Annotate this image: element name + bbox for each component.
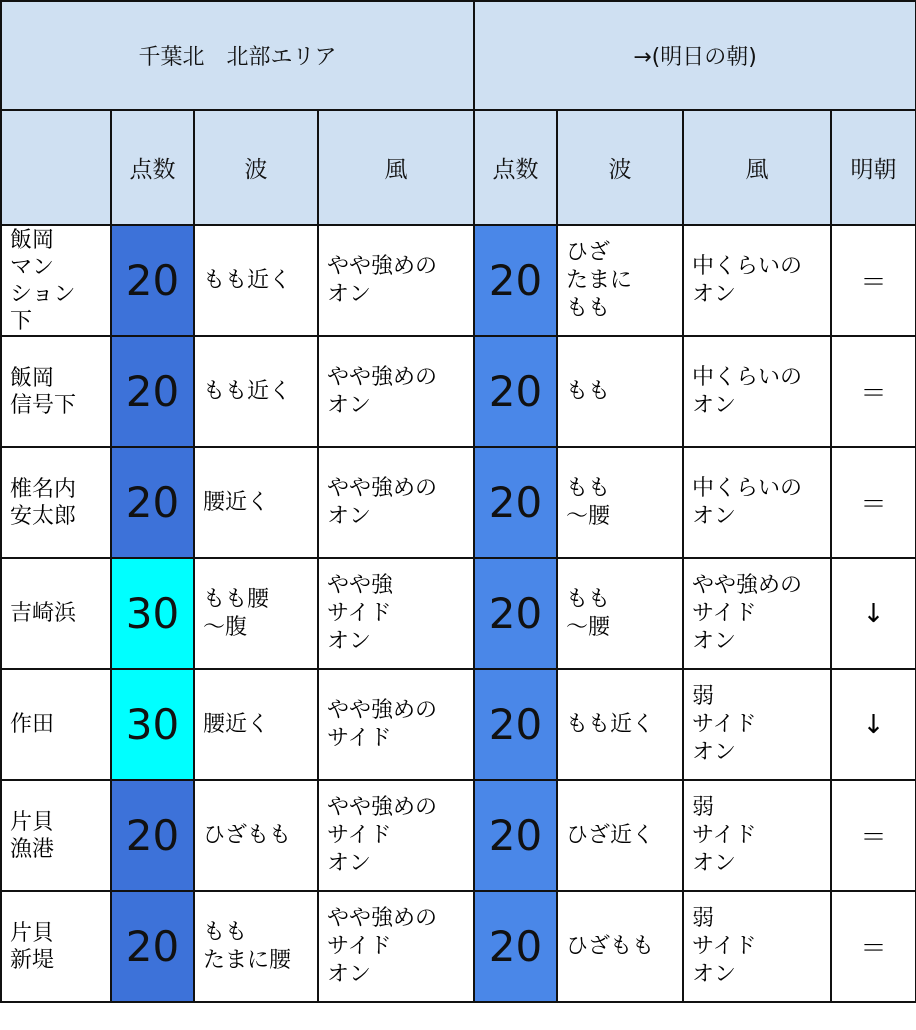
wind-cell: やや強めの サイド オン bbox=[318, 891, 474, 1002]
tomorrow-title: →(明日の朝) bbox=[474, 1, 916, 110]
trend-cell: ↓ bbox=[831, 558, 916, 669]
wind-tomorrow-cell: やや強めの サイド オン bbox=[683, 558, 831, 669]
wave-cell: もも腰 ～腹 bbox=[194, 558, 318, 669]
score-tomorrow-cell: 20 bbox=[474, 891, 557, 1002]
table-row bbox=[1, 336, 916, 447]
col-header-trend: 明朝 bbox=[831, 110, 916, 225]
trend-cell: ＝ bbox=[831, 447, 916, 558]
wave-tomorrow-cell: ひざ近く bbox=[557, 780, 683, 891]
score-tomorrow-cell: 20 bbox=[474, 225, 557, 336]
wave-tomorrow-cell: もも ～腰 bbox=[557, 447, 683, 558]
table-row bbox=[1, 558, 916, 669]
wave-cell: もも近く bbox=[194, 225, 318, 336]
table-row bbox=[1, 891, 916, 1002]
col-header-score-tomorrow: 点数 bbox=[474, 110, 557, 225]
trend-cell: ＝ bbox=[831, 891, 916, 1002]
corner-blank-cell bbox=[1, 110, 111, 225]
wave-cell: もも たまに腰 bbox=[194, 891, 318, 1002]
wave-tomorrow-cell: もも bbox=[557, 336, 683, 447]
table-row bbox=[1, 669, 916, 780]
col-header-score: 点数 bbox=[111, 110, 194, 225]
spot-name-cell: 作田 bbox=[1, 669, 111, 780]
spot-name-cell: 片貝 新堤 bbox=[1, 891, 111, 1002]
table-row bbox=[1, 225, 916, 336]
spot-name-cell: 片貝 漁港 bbox=[1, 780, 111, 891]
wind-cell: やや強めの サイド bbox=[318, 669, 474, 780]
wind-tomorrow-cell: 中くらいの オン bbox=[683, 336, 831, 447]
wind-cell: やや強めの オン bbox=[318, 336, 474, 447]
wave-tomorrow-cell: ひざもも bbox=[557, 891, 683, 1002]
score-tomorrow-cell: 20 bbox=[474, 558, 557, 669]
score-cell: 20 bbox=[111, 891, 194, 1002]
score-tomorrow-cell: 20 bbox=[474, 336, 557, 447]
spot-name-cell: 椎名内 安太郎 bbox=[1, 447, 111, 558]
trend-cell: ＝ bbox=[831, 336, 916, 447]
wind-tomorrow-cell: 弱 サイド オン bbox=[683, 780, 831, 891]
col-header-wind-tomorrow: 風 bbox=[683, 110, 831, 225]
score-cell: 20 bbox=[111, 225, 194, 336]
wave-tomorrow-cell: ひざ たまに もも bbox=[557, 225, 683, 336]
spot-name-cell: 飯岡 信号下 bbox=[1, 336, 111, 447]
score-cell: 30 bbox=[111, 558, 194, 669]
wind-cell: やや強めの サイド オン bbox=[318, 780, 474, 891]
wind-cell: やや強めの オン bbox=[318, 447, 474, 558]
table-row bbox=[1, 780, 916, 891]
wind-tomorrow-cell: 中くらいの オン bbox=[683, 447, 831, 558]
wave-cell: 腰近く bbox=[194, 669, 318, 780]
trend-cell: ＝ bbox=[831, 225, 916, 336]
trend-cell: ＝ bbox=[831, 780, 916, 891]
wind-cell: やや強めの オン bbox=[318, 225, 474, 336]
table-row bbox=[1, 447, 916, 558]
col-header-wave-tomorrow: 波 bbox=[557, 110, 683, 225]
col-header-wave: 波 bbox=[194, 110, 318, 225]
score-cell: 20 bbox=[111, 447, 194, 558]
wind-tomorrow-cell: 弱 サイド オン bbox=[683, 669, 831, 780]
wave-cell: 腰近く bbox=[194, 447, 318, 558]
score-tomorrow-cell: 20 bbox=[474, 669, 557, 780]
score-cell: 20 bbox=[111, 780, 194, 891]
spot-name-cell: 吉崎浜 bbox=[1, 558, 111, 669]
wind-tomorrow-cell: 弱 サイド オン bbox=[683, 891, 831, 1002]
spot-name-cell: 飯岡 マン ション 下 bbox=[1, 225, 111, 336]
score-cell: 20 bbox=[111, 336, 194, 447]
score-tomorrow-cell: 20 bbox=[474, 447, 557, 558]
wind-cell: やや強 サイド オン bbox=[318, 558, 474, 669]
wave-cell: ひざもも bbox=[194, 780, 318, 891]
wind-tomorrow-cell: 中くらいの オン bbox=[683, 225, 831, 336]
score-tomorrow-cell: 20 bbox=[474, 780, 557, 891]
wave-tomorrow-cell: もも近く bbox=[557, 669, 683, 780]
wave-cell: もも近く bbox=[194, 336, 318, 447]
wave-tomorrow-cell: もも ～腰 bbox=[557, 558, 683, 669]
area-title: 千葉北 北部エリア bbox=[1, 1, 474, 110]
score-cell: 30 bbox=[111, 669, 194, 780]
col-header-wind: 風 bbox=[318, 110, 474, 225]
trend-cell: ↓ bbox=[831, 669, 916, 780]
